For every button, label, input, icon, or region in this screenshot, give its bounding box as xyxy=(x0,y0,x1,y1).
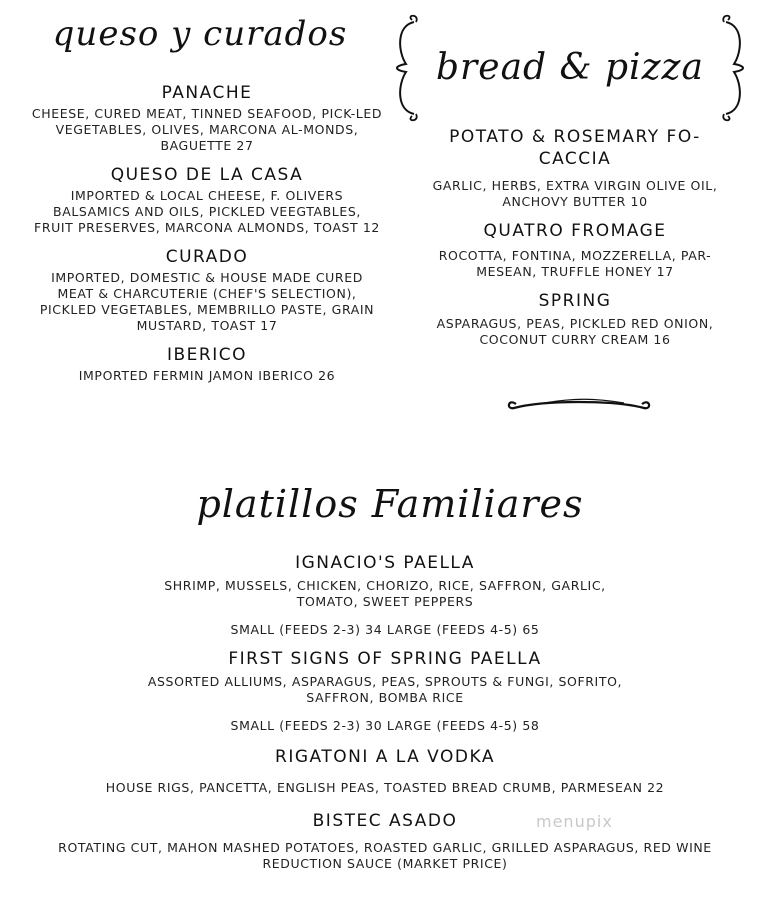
item-desc: CHEESE, CURED MEAT, TINNED SEAFOOD, PICK-LED VEGETABLES, OLIVES, MARCONA AL-MONDS, BAGUETTE 27 xyxy=(31,106,383,153)
menu-item xyxy=(26,246,388,334)
section-title-bread: bread & pizza xyxy=(436,47,704,88)
item-name: POTATO & ROSEMARY FO-CACCIA xyxy=(449,127,701,169)
menu-item xyxy=(40,746,730,796)
item-name: SPRING xyxy=(538,291,612,311)
item-name: CURADO xyxy=(165,247,249,267)
item-price: SMALL (FEEDS 2-3) 34 LARGE (FEEDS 4-5) 65 xyxy=(230,622,540,637)
item-desc: IMPORTED & LOCAL CHEESE, F. OLIVERS BALSAMICS AND OILS, PICKLED VEEGTABLES, FRUIT PRESERVES, MARCONA ALMONDS, TOAST 12 xyxy=(34,188,380,235)
platillos-column xyxy=(40,552,730,882)
section-title-queso: queso y curados xyxy=(52,14,348,54)
item-name: QUATRO FROMAGE xyxy=(483,221,667,241)
menu-item xyxy=(420,126,730,210)
menu-item xyxy=(40,552,730,638)
menu-item xyxy=(26,344,388,384)
item-desc: IMPORTED FERMIN JAMON IBERICO 26 xyxy=(78,368,336,383)
item-desc: GARLIC, HERBS, EXTRA VIRGIN OLIVE OIL, ANCHOVY BUTTER 10 xyxy=(432,178,718,209)
menu-item xyxy=(420,290,730,348)
item-desc: ROTATING CUT, MAHON MASHED POTATOES, ROASTED GARLIC, GRILLED ASPARAGUS, RED WINE REDUCTION SAUCE (MARKET PRICE) xyxy=(58,840,712,871)
item-name: RIGATONI A LA VODKA xyxy=(275,747,495,767)
menu-item xyxy=(40,648,730,734)
bread-column xyxy=(420,126,730,358)
watermark: menupix xyxy=(536,812,613,831)
item-desc: HOUSE RIGS, PANCETTA, ENGLISH PEAS, TOASTED BREAD CRUMB, PARMESEAN 22 xyxy=(105,780,665,795)
item-desc: ROCOTTA, FONTINA, MOZZERELLA, PAR-MESEAN, TRUFFLE HONEY 17 xyxy=(438,248,712,279)
item-desc: SHRIMP, MUSSELS, CHICKEN, CHORIZO, RICE, SAFFRON, GARLIC, TOMATO, SWEET PEPPERS xyxy=(164,578,606,609)
item-desc: ASSORTED ALLIUMS, ASPARAGUS, PEAS, SPROUTS & FUNGI, SOFRITO, SAFFRON, BOMBA RICE xyxy=(147,674,623,705)
item-name: FIRST SIGNS OF SPRING PAELLA xyxy=(228,649,542,669)
menu-item xyxy=(26,164,388,236)
item-name: IBERICO xyxy=(167,345,247,365)
queso-column xyxy=(26,82,388,394)
menu-item xyxy=(26,82,388,154)
menu-item xyxy=(420,220,730,280)
divider-flourish xyxy=(504,390,654,416)
item-name: QUESO DE LA CASA xyxy=(110,165,304,185)
item-name: BISTEC ASADO xyxy=(312,811,458,831)
item-desc: ASPARAGUS, PEAS, PICKLED RED ONION, COCONUT CURRY CREAM 16 xyxy=(436,316,714,347)
item-price: SMALL (FEEDS 2-3) 30 LARGE (FEEDS 4-5) 58 xyxy=(230,718,540,733)
menu-item xyxy=(40,810,730,872)
item-desc: IMPORTED, DOMESTIC & HOUSE MADE CURED MEAT & CHARCUTERIE (CHEF'S SELECTION), PICKLED VEGETABLES, MEMBRILLO PASTE, GRAIN MUSTARD, TOAST 17 xyxy=(39,270,375,333)
section-title-platillos: platillos Familiares xyxy=(196,482,584,526)
item-name: PANACHE xyxy=(161,83,253,103)
item-name: IGNACIO'S PAELLA xyxy=(295,553,475,573)
